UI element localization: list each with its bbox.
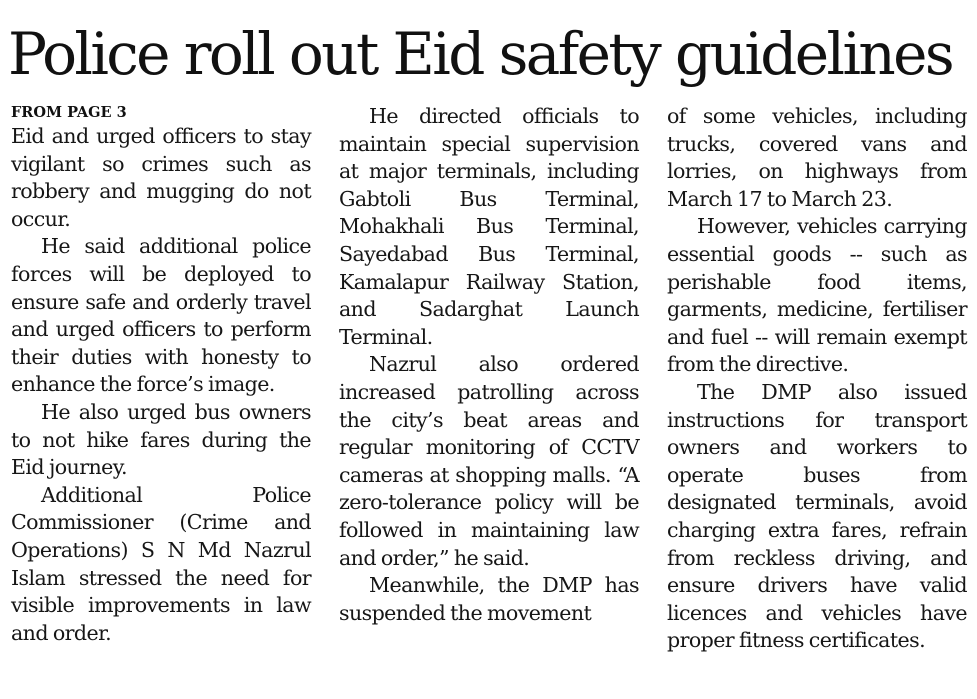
paragraph: He said additional police forces will be deployed to ensure safe and orderly travel and urged officers to perform their duties with honesty to enhance the force’s image. [11, 234, 311, 397]
article-column-2 [339, 103, 639, 627]
paragraph: Additional Police Commissioner (Crime and Operations) S N Md Nazrul Islam stressed the need for visible improvements in law and order. [11, 482, 311, 645]
paragraph: The DMP also issued instructions for transport owners and workers to operate buses from designated terminals, avoid charging extra fares, refrain from reckless driving, and ensure drivers have valid licences and vehicles have proper fitness certificates. [667, 379, 967, 653]
paragraph: Meanwhile, the DMP has suspended the movement [339, 573, 639, 625]
continuation-kicker: FROM PAGE 3 [11, 104, 127, 121]
article-column-3 [667, 103, 967, 655]
headline: Police roll out Eid safety guidelines [8, 20, 953, 88]
paragraph: Eid and urged officers to stay vigilant so crimes such as robbery and mugging do not occur. [11, 124, 311, 231]
paragraph: Nazrul also ordered increased patrolling across the city’s beat areas and regular monitoring of CCTV cameras at shopping malls. “A zero-tolerance policy will be followed in maintaining law and order,” he said. [339, 352, 639, 570]
article-column-1 [11, 103, 311, 647]
paragraph: He also urged bus owners to not hike fares during the Eid journey. [11, 399, 311, 480]
paragraph: He directed officials to maintain special supervision at major terminals, including Gabtoli Bus Terminal, Mohakhali Bus Terminal, Sayedabad Bus Terminal, Kamalapur Railway Station, and Sadarghat Launch Terminal. [339, 104, 639, 349]
paragraph: However, vehicles carrying essential goods -- such as perishable food items, garments, medicine, fertiliser and fuel -- will remain exempt from the directive. [667, 214, 967, 377]
paragraph: of some vehicles, including trucks, covered vans and lorries, on highways from March 17 to March 23. [667, 104, 967, 211]
